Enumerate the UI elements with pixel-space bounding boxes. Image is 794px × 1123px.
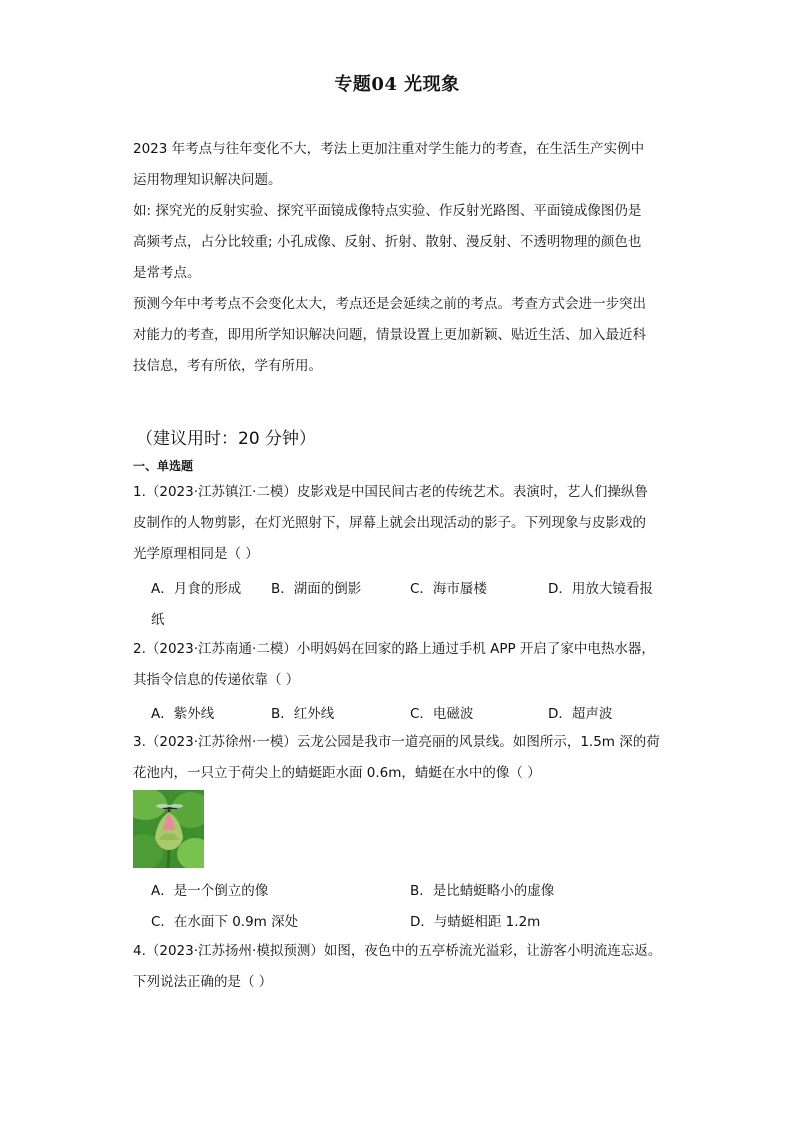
intro-line: 对能力的考查，即用所学知识解决问题，情景设置上更加新颖、贴近生活、加入最近科 [133, 327, 646, 343]
intro-line: 高频考点，占分比较重; 小孔成像、反射、折射、散射、漫反射、不透明物理的颜色也 [133, 234, 642, 250]
question-4-line: 4.（2023·江苏扬州·模拟预测）如图，夜色中的五亭桥流光溢彩，让游客小明流连忘返。 [133, 943, 662, 959]
q2-option-d[interactable]: D．超声波 [548, 706, 613, 722]
q1-option-c[interactable]: C．海市蜃楼 [410, 581, 487, 597]
question-1-line: 1.（2023·江苏镇江·二模）皮影戏是中国民间古老的传统艺术。表演时，艺人们操纵鲁 [133, 484, 648, 500]
intro-line: 运用物理知识解决问题。 [133, 172, 282, 188]
q2-option-a[interactable]: A．紫外线 [151, 706, 215, 722]
q3-option-b[interactable]: B．是比蜻蜓略小的虚像 [410, 883, 555, 899]
q3-option-a[interactable]: A．是一个倒立的像 [151, 883, 269, 899]
intro-line: 预测今年中考考点不会变化太大，考点还是会延续之前的考点。考查方式会进一步突出 [133, 296, 646, 312]
section-title: 一、单选题 [133, 459, 194, 473]
q1-option-d[interactable]: D．用放大镜看报 [548, 581, 653, 597]
intro-line: 技信息，考有所依，学有所用。 [133, 358, 322, 374]
question-3-line: 花池内，一只立于荷尖上的蜻蜓距水面 0.6m，蜻蜓在水中的像（ ） [133, 765, 541, 781]
question-4-line: 下列说法正确的是（ ） [133, 974, 273, 990]
q2-option-b[interactable]: B．红外线 [271, 706, 335, 722]
question-2-line: 2.（2023·江苏南通·二模）小明妈妈在回家的路上通过手机 APP 开启了家中电热水器， [133, 641, 655, 657]
q3-option-d[interactable]: D．与蜻蜓相距 1.2m [410, 914, 541, 930]
question-1-line: 皮制作的人物剪影，在灯光照射下，屏幕上就会出现活动的影子。下列现象与皮影戏的 [133, 515, 646, 531]
q3-option-c[interactable]: C．在水面下 0.9m 深处 [151, 914, 299, 930]
q1-option-d-wrap: 纸 [151, 612, 165, 628]
q1-option-a[interactable]: A．月食的形成 [151, 581, 242, 597]
q1-option-b[interactable]: B．湖面的倒影 [271, 581, 362, 597]
question-2-line: 其指令信息的传递依靠（ ） [133, 672, 300, 688]
intro-line: 是常考点。 [133, 265, 201, 281]
page-title: 专题04 光现象 [334, 74, 460, 95]
question-1-line: 光学原理相同是（ ） [133, 546, 259, 562]
lotus-dragonfly-photo [133, 790, 204, 868]
q2-option-c[interactable]: C．电磁波 [410, 706, 474, 722]
intro-line: 2023 年考点与往年变化不大，考法上更加注重对学生能力的考查，在生活生产实例中 [133, 141, 645, 157]
intro-line: 如: 探究光的反射实验、探究平面镜成像特点实验、作反射光路图、平面镜成像图仍是 [133, 203, 642, 219]
time-suggestion: （建议用时：20 分钟） [136, 429, 317, 449]
question-3-line: 3.（2023·江苏徐州·一模）云龙公园是我市一道亮丽的风景线。如图所示，1.5m 深的荷 [133, 734, 660, 750]
